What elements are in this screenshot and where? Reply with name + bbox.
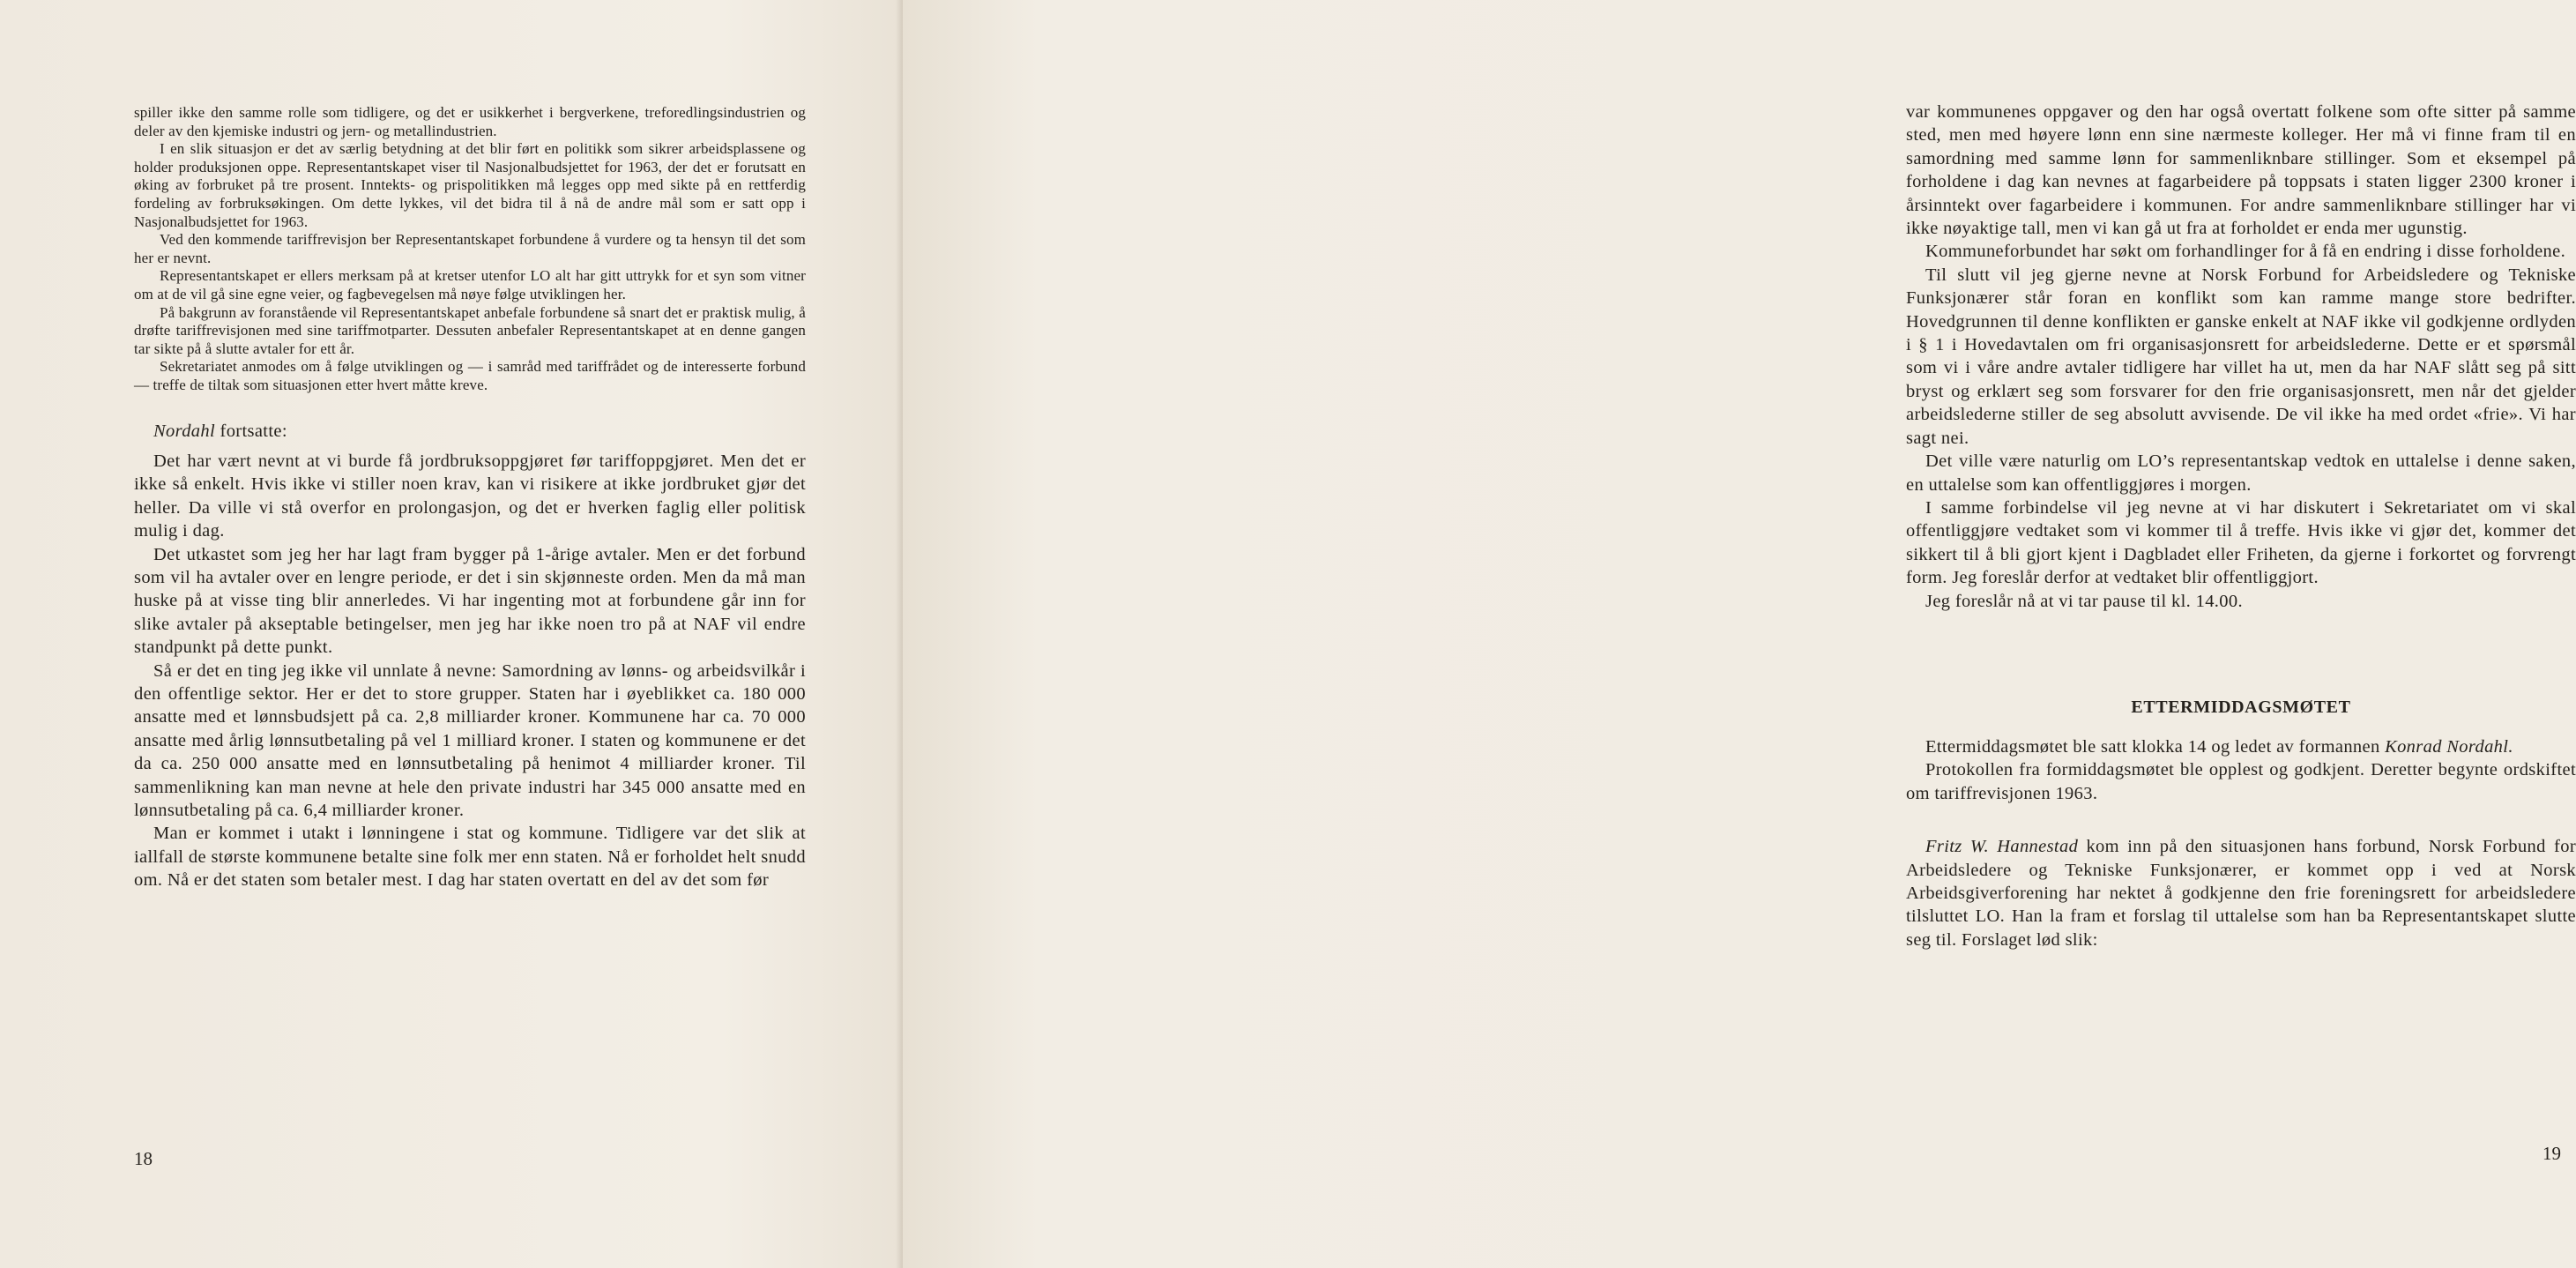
- paragraph: var kommunenes oppgaver og den har også overtatt folkene som ofte sitter på samme sted, men med høyere lønn enn sine nærmeste kolleger. Her må vi finne fram til en samordning med samme lønn for sammenliknbare stillinger. Som et eksempel på forholdene i dag kan nevnes at fagarbeidere på toppsats i staten ligger 2300 kroner i årsinntekt over fagarbeidere i kommunen. For andre sammenliknbare stillinger har vi ikke nøyaktige tall, men vi kan gå ut fra at forholdet er enda mer ugunstig.: [1906, 102, 2576, 239]
- paragraph: Representantskapet er ellers merksam på at kretser utenfor LO alt har gitt uttrykk for et syn som vitner om at de vil gå sine egne veier, og fagbevegelsen må nøye følge utviklingen her.: [134, 267, 806, 302]
- paragraph-text: kom inn på den situasjonen hans forbund, Norsk Forbund for Arbeidsledere og Tekniske Funksjonærer, er kommet opp i ved at Norsk Arbeidsgiverforening har nektet å godkjenne den frie foreningsrett for arbeidsledere tilsluttet LO. Han la fram et forslag til uttalelse som han ba Representantskapet slutte seg til. Forslaget lød slik:: [1906, 837, 2576, 950]
- page-number: 19: [2542, 1143, 2561, 1164]
- paragraph: Det ville være naturlig om LO’s representantskap vedtok en uttalelse i denne saken, en uttalelse som kan offentliggjøres i morgen.: [1906, 451, 2576, 495]
- paragraph: Så er det en ting jeg ikke vil unnlate å nevne: Samordning av lønns- og arbeidsvilkår i den offentlige sektor. Her er det to store grupper. Staten har i øyeblikket ca. 180 000 ansatte med et lønnsbudsjett på ca. 2,8 milliarder kroner. Kommunene har ca. 70 000 ansatte med årlig lønnsutbetaling på vel 1 milliard kroner. I staten og kommunene er det da ca. 250 000 ansatte med en lønnsutbetaling på henimot 4 milliarder kroner. Til sammenlikning kan man nevne at hele den private industri har 345 000 ansatte med en lønnsutbetaling på ca. 6,4 milliarder kroner.: [134, 660, 806, 820]
- speaker-intro: [153, 420, 806, 443]
- speaker-name: Nordahl: [153, 421, 216, 441]
- paragraph: Ved den kommende tariffrevisjon ber Representantskapet forbundene å vurdere og ta hensyn til det som her er nevnt.: [134, 231, 806, 266]
- left-page: [0, 0, 903, 1268]
- right-text-column: [1906, 101, 2576, 951]
- paragraph: I en slik situasjon er det av særlig betydning at det blir ført en politikk som sikrer arbeidsplassene og holder produksjonen oppe. Representantskapet viser til Nasjonalbudsjettet for 1963, der det er forutsatt en øking av forbruket på tre prosent. Inntekts- og prispolitikken må legges opp med sikte på en rettferdig fordeling av forbruksøkingen. Om dette lykkes, vil det bidra til å nå de andre mål som er satt opp i Nasjonalbudsjettet for 1963.: [134, 140, 806, 230]
- paragraph: Protokollen fra formiddagsmøtet ble opplest og godkjent. Deretter begynte ordskiftet om tariffrevisjonen 1963.: [1906, 760, 2576, 803]
- section-heading: ETTERMIDDAGSMØTET: [2131, 697, 2351, 717]
- right-page: [903, 0, 2576, 1268]
- paragraph: I samme forbindelse vil jeg nevne at vi har diskutert i Sekretariatet om vi skal offentliggjøre vedtaket som vi kommer til å treffe. Hvis ikke vi gjør det, kommer det sikkert til å bli gjort kjent i Dagbladet eller Friheten, da gjerne i forkortet og forvrengt form. Jeg foreslår derfor at vedtaket blir offentliggjort.: [1906, 497, 2576, 588]
- paragraph: Kommuneforbundet har søkt om forhandlinger for å få en endring i disse forholdene.: [1925, 242, 2566, 262]
- paragraph: [1906, 735, 2576, 758]
- chair-name: Konrad Nordahl.: [2385, 736, 2513, 757]
- speech: [134, 420, 806, 892]
- page-number: 18: [134, 1148, 153, 1169]
- spacer: [1906, 805, 2576, 835]
- spacer: [1906, 613, 2576, 697]
- speaker-name: Fritz W. Hannestad: [1925, 837, 2079, 857]
- paragraph: På bakgrunn av foranstående vil Representantskapet anbefale forbundene så snart det er praktisk mulig, å drøfte tariffrevisjonen med sine tariffmotparter. Dessuten anbefaler Representantskapet at en denne gangen tar sikte på å slutte avtaler for ett år.: [134, 303, 806, 357]
- paragraph: Man er kommet i utakt i lønningene i stat og kommune. Tidligere var det slik at iallfall de største kommunene betalte sine folk mer enn staten. Nå er forholdet helt snudd om. Nå er det staten som betaler mest. I dag har staten overtatt en del av det som før: [134, 824, 806, 891]
- paragraph: spiller ikke den samme rolle som tidligere, og det er usikkerhet i bergverkene, treforedlingsindustrien og deler av den kjemiske industri og jern- og metallindustrien.: [134, 104, 806, 139]
- paragraph: Det har vært nevnt at vi burde få jordbruksoppgjøret før tariffoppgjøret. Men det er ikke så enkelt. Hvis ikke vi stiller noen krav, kan vi risikere at ikke jordbruket gjør det heller. Da ville vi stå overfor en prolongasjon, og det er hverken faglig eller politisk mulig i dag.: [134, 451, 806, 541]
- paragraph: Til slutt vil jeg gjerne nevne at Norsk Forbund for Arbeidsledere og Tekniske Funksjonærer står foran en konflikt som kan ramme mange store bedrifter. Hovedgrunnen til denne konflikten er ganske enkelt at NAF ikke vil godkjenne ordlyden i § 1 i Hovedavtalen om fri organisasjonsrett for arbeidslederne. Dette er et spørsmål som vi i våre andre avtaler tidligere har villet ha ut, men da har NAF slått seg på sitt bryst og erklært seg som forsvarer for den frie organisasjonsrett, men når det gjelder arbeidslederne stiller de seg absolutt avvisende. De vil ikke ha med ordet «frie». Vi har sagt nei.: [1906, 265, 2576, 448]
- spacer: [1906, 718, 2576, 735]
- paragraph: Det utkastet som jeg her har lagt fram bygger på 1-årige avtaler. Men er det forbund som vil ha avtaler over en lengre periode, er det i sin skjønneste orden. Men da må man huske på at visse ting blir annerledes. Vi har ingenting mot at forbundene går inn for slike avtaler på akseptable betingelser, men jeg har ikke noen tro på at NAF vil endre standpunkt på dette punkt.: [134, 544, 806, 658]
- paragraph-text: Ettermiddagsmøtet ble satt klokka 14 og ledet av formannen: [1925, 736, 2386, 757]
- speaker-intro-text: fortsatte:: [215, 421, 287, 441]
- quoted-resolution: [134, 104, 806, 395]
- paragraph: [1906, 835, 2576, 951]
- paragraph: Sekretariatet anmodes om å følge utviklingen og — i samråd med tariffrådet og de interesserte forbund — treffe de tiltak som situasjonen etter hvert måtte kreve.: [134, 358, 806, 393]
- paragraph: Jeg foreslår nå at vi tar pause til kl. 14.00.: [1925, 591, 2243, 611]
- left-text-column: [134, 104, 806, 892]
